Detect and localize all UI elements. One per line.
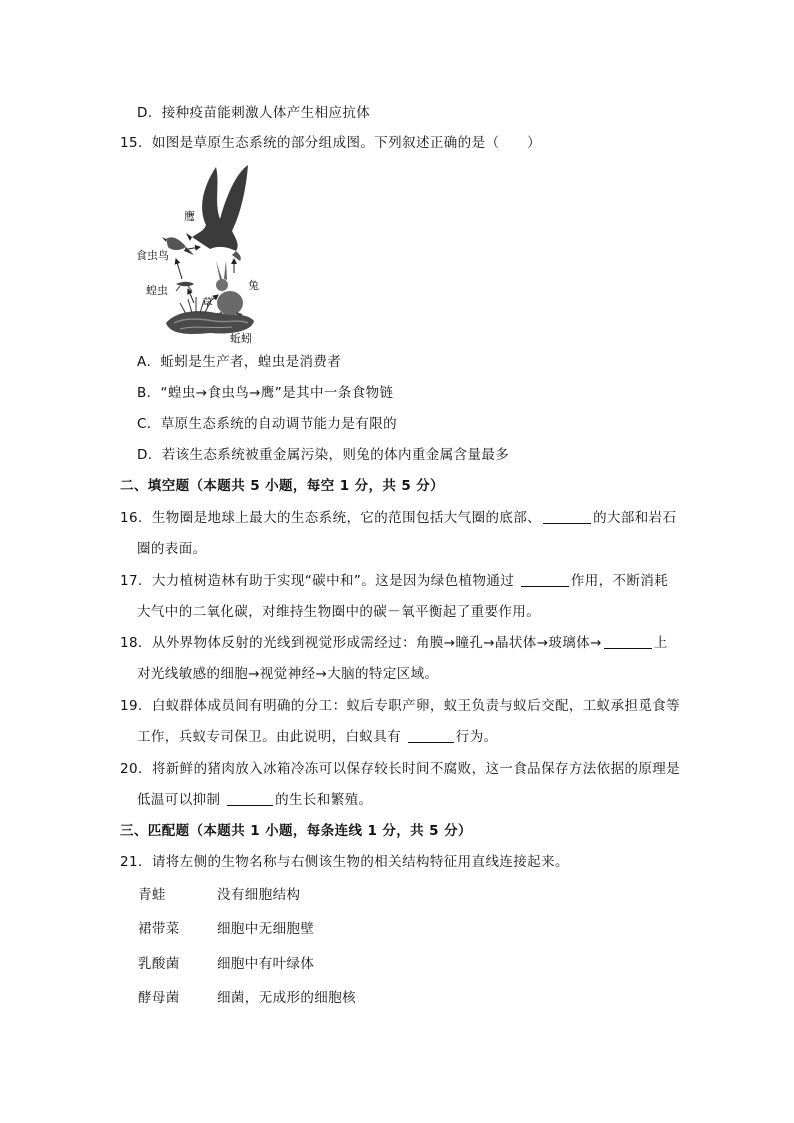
q16-text-b: 的大部和岩石: [593, 510, 677, 526]
q18-line1: [120, 634, 668, 652]
q17-text-a: 17．大力植树造林有助于实现“碳中和”。这是因为绿色植物通过: [120, 573, 519, 589]
q20-line1: 20．将新鲜的猪肉放入冰箱冷冻可以保存较长时间不腐败，这一食品保存方法依据的原理是: [120, 761, 681, 777]
q16-answer-blank[interactable]: [543, 509, 591, 524]
q19-answer-blank[interactable]: [408, 728, 454, 743]
eagle-illustration: [186, 165, 248, 261]
q16-text-a: 16．生物圈是地球上最大的生态系统，它的范围包括大气圈的底部、: [120, 510, 542, 526]
q16-line2: 圈的表面。: [137, 541, 207, 557]
q17-line1: [120, 572, 668, 590]
match-left-4[interactable]: 酵母菌: [138, 990, 180, 1006]
q15-option-c: C．草原生态系统的自动调节能力是有限的: [137, 416, 398, 432]
match-right-4[interactable]: 细菌，无成形的细胞核: [217, 990, 356, 1006]
rabbit-illustration: [216, 260, 243, 315]
label-insect-bird: 食虫鸟: [136, 249, 169, 262]
label-eagle: 鹰: [184, 210, 195, 223]
label-earthworm: 蚯蚓: [230, 332, 252, 345]
match-right-3[interactable]: 细胞中有叶绿体: [217, 956, 315, 972]
q18-text-b: 上: [653, 635, 668, 651]
match-right-2[interactable]: 细胞中无细胞壁: [217, 921, 315, 937]
label-rabbit: 兔: [248, 279, 259, 292]
match-left-2[interactable]: 裙带菜: [138, 921, 180, 937]
q19-text-b: 行为。: [455, 729, 498, 745]
q21-stem: 21．请将左侧的生物名称与右侧该生物的相关结构特征用直线连接起来。: [120, 854, 569, 870]
q19-line2: [137, 728, 498, 746]
q17-line2: 大气中的二氧化碳，对维持生物圈中的碳－氧平衡起了重要作用。: [137, 604, 541, 620]
q15-stem: 15．如图是草原生态系统的部分组成图。下列叙述正确的是（ ）: [120, 135, 542, 151]
q15-option-a: A．蚯蚓是生产者，蝗虫是消费者: [137, 354, 342, 370]
match-right-1[interactable]: 没有细胞结构: [217, 887, 301, 903]
q18-answer-blank[interactable]: [604, 634, 652, 649]
q18-text-a: 18．从外界物体反射的光线到视觉形成需经过：角膜→瞳孔→晶状体→玻璃体→: [120, 635, 602, 651]
label-locust: 蝗虫: [146, 284, 168, 297]
q19-text-a: 工作，兵蚁专司保卫。由此说明，白蚁具有: [137, 729, 406, 745]
q20-line2: [137, 791, 372, 809]
q15-option-d: D．若该生态系统被重金属污染，则兔的体内重金属含量最多: [137, 447, 510, 463]
section3-heading: 三、匹配题（本题共 1 小题，每条连线 1 分，共 5 分）: [120, 823, 472, 839]
locust-illustration: [176, 282, 194, 291]
q14-option-d: D．接种疫苗能刺激人体产生相应抗体: [137, 105, 371, 121]
q15-option-b: B．“蝗虫→食虫鸟→鹰”是其中一条食物链: [137, 385, 394, 401]
q20-text-a: 低温可以抑制: [137, 792, 226, 808]
q18-line2: 对光线敏感的细胞→视觉神经→大脑的特定区域。: [137, 666, 439, 682]
q20-answer-blank[interactable]: [227, 791, 273, 806]
q20-text-b: 的生长和繁殖。: [275, 792, 373, 808]
q17-answer-blank[interactable]: [521, 572, 569, 587]
match-left-3[interactable]: 乳酸菌: [138, 956, 180, 972]
label-grass: 草: [202, 296, 213, 309]
q19-line1: 19．白蚁群体成员间有明确的分工：蚁后专职产卵，蚁王负责与蚁后交配，工蚁承担觅食等: [120, 698, 681, 714]
grassland-ecosystem-figure: [136, 163, 266, 345]
section2-heading: 二、填空题（本题共 5 小题，每空 1 分，共 5 分）: [120, 478, 445, 494]
q16-line1: [120, 509, 676, 527]
match-left-1[interactable]: 青蛙: [138, 887, 166, 903]
q17-text-b: 作用，不断消耗: [570, 573, 669, 589]
